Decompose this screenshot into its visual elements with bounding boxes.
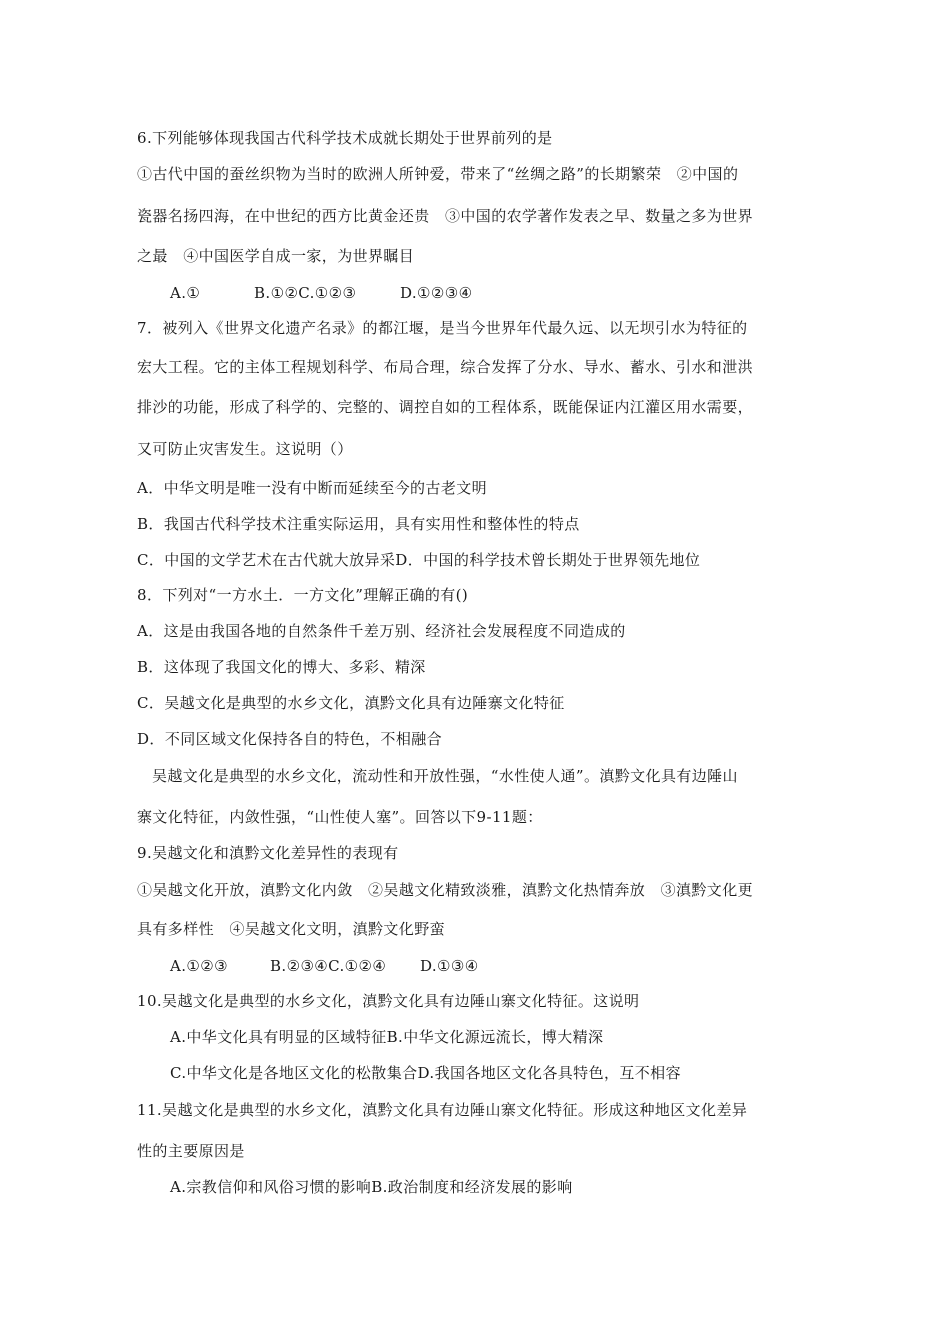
question-9-options	[170, 956, 479, 976]
question-7-stem-line: 又可防止灾害发生。这说明（）	[137, 440, 353, 458]
question-6-stem: 6.下列能够体现我国古代科学技术成就长期处于世界前列的是	[137, 129, 553, 147]
question-7-stem-line: 7．被列入《世界文化遗产名录》的都江堰，是当今世界年代最久远、以无坝引水为特征的	[137, 319, 748, 337]
question-11-option-ab: A.宗教信仰和风俗习惯的影响B.政治制度和经济发展的影响	[170, 1178, 573, 1196]
question-8-option-a: A．这是由我国各地的自然条件千差万别、经济社会发展程度不同造成的	[137, 622, 626, 640]
question-9-statements-line: 具有多样性 ④吴越文化文明，滇黔文化野蛮	[137, 920, 446, 938]
question-11-stem-line: 11.吴越文化是典型的水乡文化，滇黔文化具有边陲山寨文化特征。形成这种地区文化差异	[137, 1101, 748, 1119]
question-8-option-d: D．不同区域文化保持各自的特色，不相融合	[137, 730, 443, 748]
question-9-statements-line: ①吴越文化开放，滇黔文化内敛 ②吴越文化精致淡雅，滇黔文化热情奔放 ③滇黔文化更	[137, 881, 754, 899]
question-9-stem: 9.吴越文化和滇黔文化差异性的表现有	[137, 844, 399, 862]
option: B.②③④C.①②④	[270, 957, 387, 975]
passage-line: 寨文化特征，内敛性强，“山性使人塞”。回答以下9-11题：	[137, 808, 543, 826]
question-8-stem: 8．下列对“一方水土．一方文化”理解正确的有()	[137, 586, 469, 604]
question-10-option-cd: C.中华文化是各地区文化的松散集合D.我国各地区文化各具特色，互不相容	[170, 1064, 681, 1082]
question-11-stem-line: 性的主要原因是	[137, 1142, 245, 1160]
question-7-stem-line: 宏大工程。它的主体工程规划科学、布局合理，综合发挥了分水、导水、蓄水、引水和泄洪	[137, 358, 754, 376]
question-8-option-c: C．吴越文化是典型的水乡文化，滇黔文化具有边陲寨文化特征	[137, 694, 565, 712]
question-6-statements-line: 瓷器名扬四海，在中世纪的西方比黄金还贵 ③中国的农学著作发表之早、数量之多为世界	[137, 207, 754, 225]
question-7-stem-line: 排沙的功能，形成了科学的、完整的、调控自如的工程体系，既能保证内江灌区用水需要，	[137, 398, 754, 416]
question-6-options	[170, 283, 472, 303]
question-8-option-b: B．这体现了我国文化的博大、多彩、精深	[137, 658, 426, 676]
question-6-statements-line: ①古代中国的蚕丝织物为当时的欧洲人所钟爱，带来了“丝绸之路”的长期繁荣 ②中国的	[137, 165, 739, 183]
option: D.①③④	[420, 957, 479, 975]
passage-line: 吴越文化是典型的水乡文化，流动性和开放性强，“水性使人通”。滇黔文化具有边陲山	[152, 767, 738, 785]
question-7-option-cd: C．中国的文学艺术在古代就大放异采D．中国的科学技术曾长期处于世界领先地位	[137, 551, 701, 569]
option: A.①	[170, 284, 201, 302]
question-7-option-a: A．中华文明是唯一没有中断而延续至今的古老文明	[137, 479, 488, 497]
question-7-option-b: B．我国古代科学技术注重实际运用，具有实用性和整体性的特点	[137, 515, 580, 533]
question-10-stem: 10.吴越文化是典型的水乡文化，滇黔文化具有边陲山寨文化特征。这说明	[137, 992, 640, 1010]
option: A.①②③	[170, 957, 228, 975]
option: D.①②③④	[400, 284, 473, 302]
question-6-statements-line: 之最 ④中国医学自成一家，为世界瞩目	[137, 247, 415, 265]
question-10-option-ab: A.中华文化具有明显的区域特征B.中华文化源远流长，博大精深	[170, 1028, 604, 1046]
option: B.①②C.①②③	[254, 284, 357, 302]
